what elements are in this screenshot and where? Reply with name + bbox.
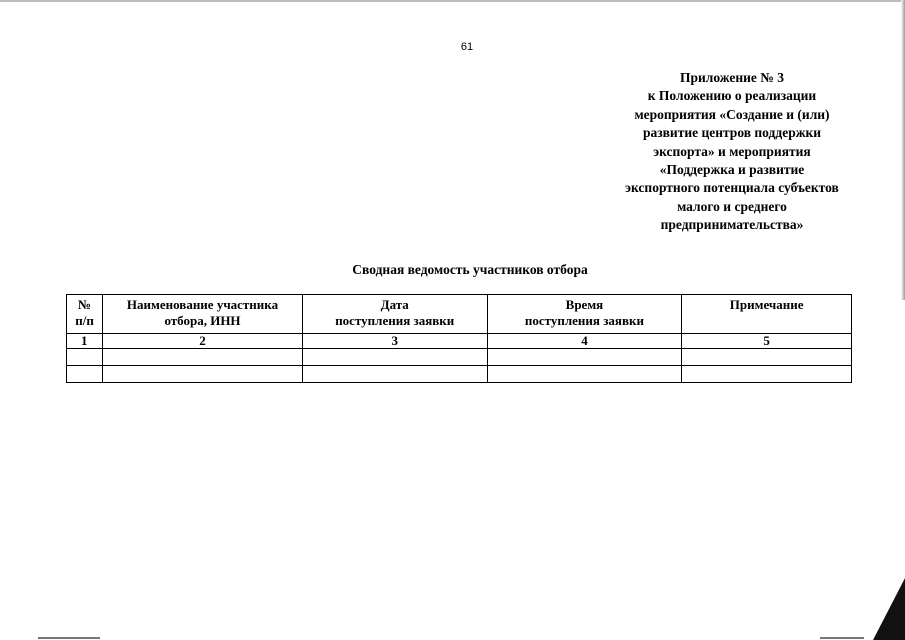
column-number-cell: 1: [67, 334, 103, 349]
table-cell: [682, 366, 852, 383]
document-title: Сводная ведомость участников отбора: [352, 262, 588, 277]
appendix-line: Приложение № 3: [680, 70, 784, 85]
header-cell-time: [487, 295, 682, 334]
scan-corner-shadow: [873, 578, 905, 640]
table-cell: [487, 366, 682, 383]
scan-edge-right: [901, 0, 905, 300]
appendix-line: экспортного потенциала субъектов: [625, 180, 839, 196]
table-cell: [67, 349, 103, 366]
scan-edge-top: [0, 0, 905, 2]
table-header-row: [67, 295, 852, 334]
column-number-row: [67, 334, 852, 349]
appendix-line: «Поддержка и развитие: [659, 162, 805, 178]
column-number-cell: 4: [487, 334, 682, 349]
header-line: отбора, ИНН: [164, 313, 241, 328]
column-number-cell: 2: [103, 334, 303, 349]
table-cell: [103, 366, 303, 383]
table-cell: [302, 366, 487, 383]
column-number-cell: 3: [302, 334, 487, 349]
column-number-cell: 5: [682, 334, 852, 349]
header-cell-note: [682, 295, 852, 334]
appendix-line: экспорта» и мероприятия: [653, 143, 811, 159]
appendix-line: малого и среднего: [677, 198, 787, 214]
header-cell-date: [302, 295, 487, 334]
header-line: поступления заявки: [335, 313, 455, 328]
header-line: Примечание: [729, 297, 804, 312]
header-line: Дата: [380, 297, 409, 312]
appendix-line: предпринимательства»: [660, 217, 804, 233]
table-cell: [103, 349, 303, 366]
scan-mark-bottom-right: [820, 637, 864, 639]
table-cell: [67, 366, 103, 383]
header-line: поступления заявки: [524, 313, 644, 328]
table-row: [67, 366, 852, 383]
page-number: 61: [460, 41, 474, 53]
appendix-line: к Положению о реализации: [647, 88, 817, 104]
header-line: Наименование участника: [126, 297, 279, 312]
header-cell-number: [67, 295, 103, 334]
header-cell-participant: [103, 295, 303, 334]
table-row: [67, 349, 852, 366]
scan-mark-bottom-left: [38, 637, 100, 639]
table-cell: [302, 349, 487, 366]
header-line: Время: [565, 297, 604, 312]
table-cell: [682, 349, 852, 366]
appendix-line: развитие центров поддержки: [642, 125, 822, 141]
table-cell: [487, 349, 682, 366]
appendix-line: мероприятия «Создание и (или): [634, 106, 830, 122]
header-line: п/п: [75, 313, 94, 328]
header-line: №: [78, 297, 92, 312]
participants-summary-table: [66, 294, 852, 383]
appendix-reference: [596, 69, 868, 235]
